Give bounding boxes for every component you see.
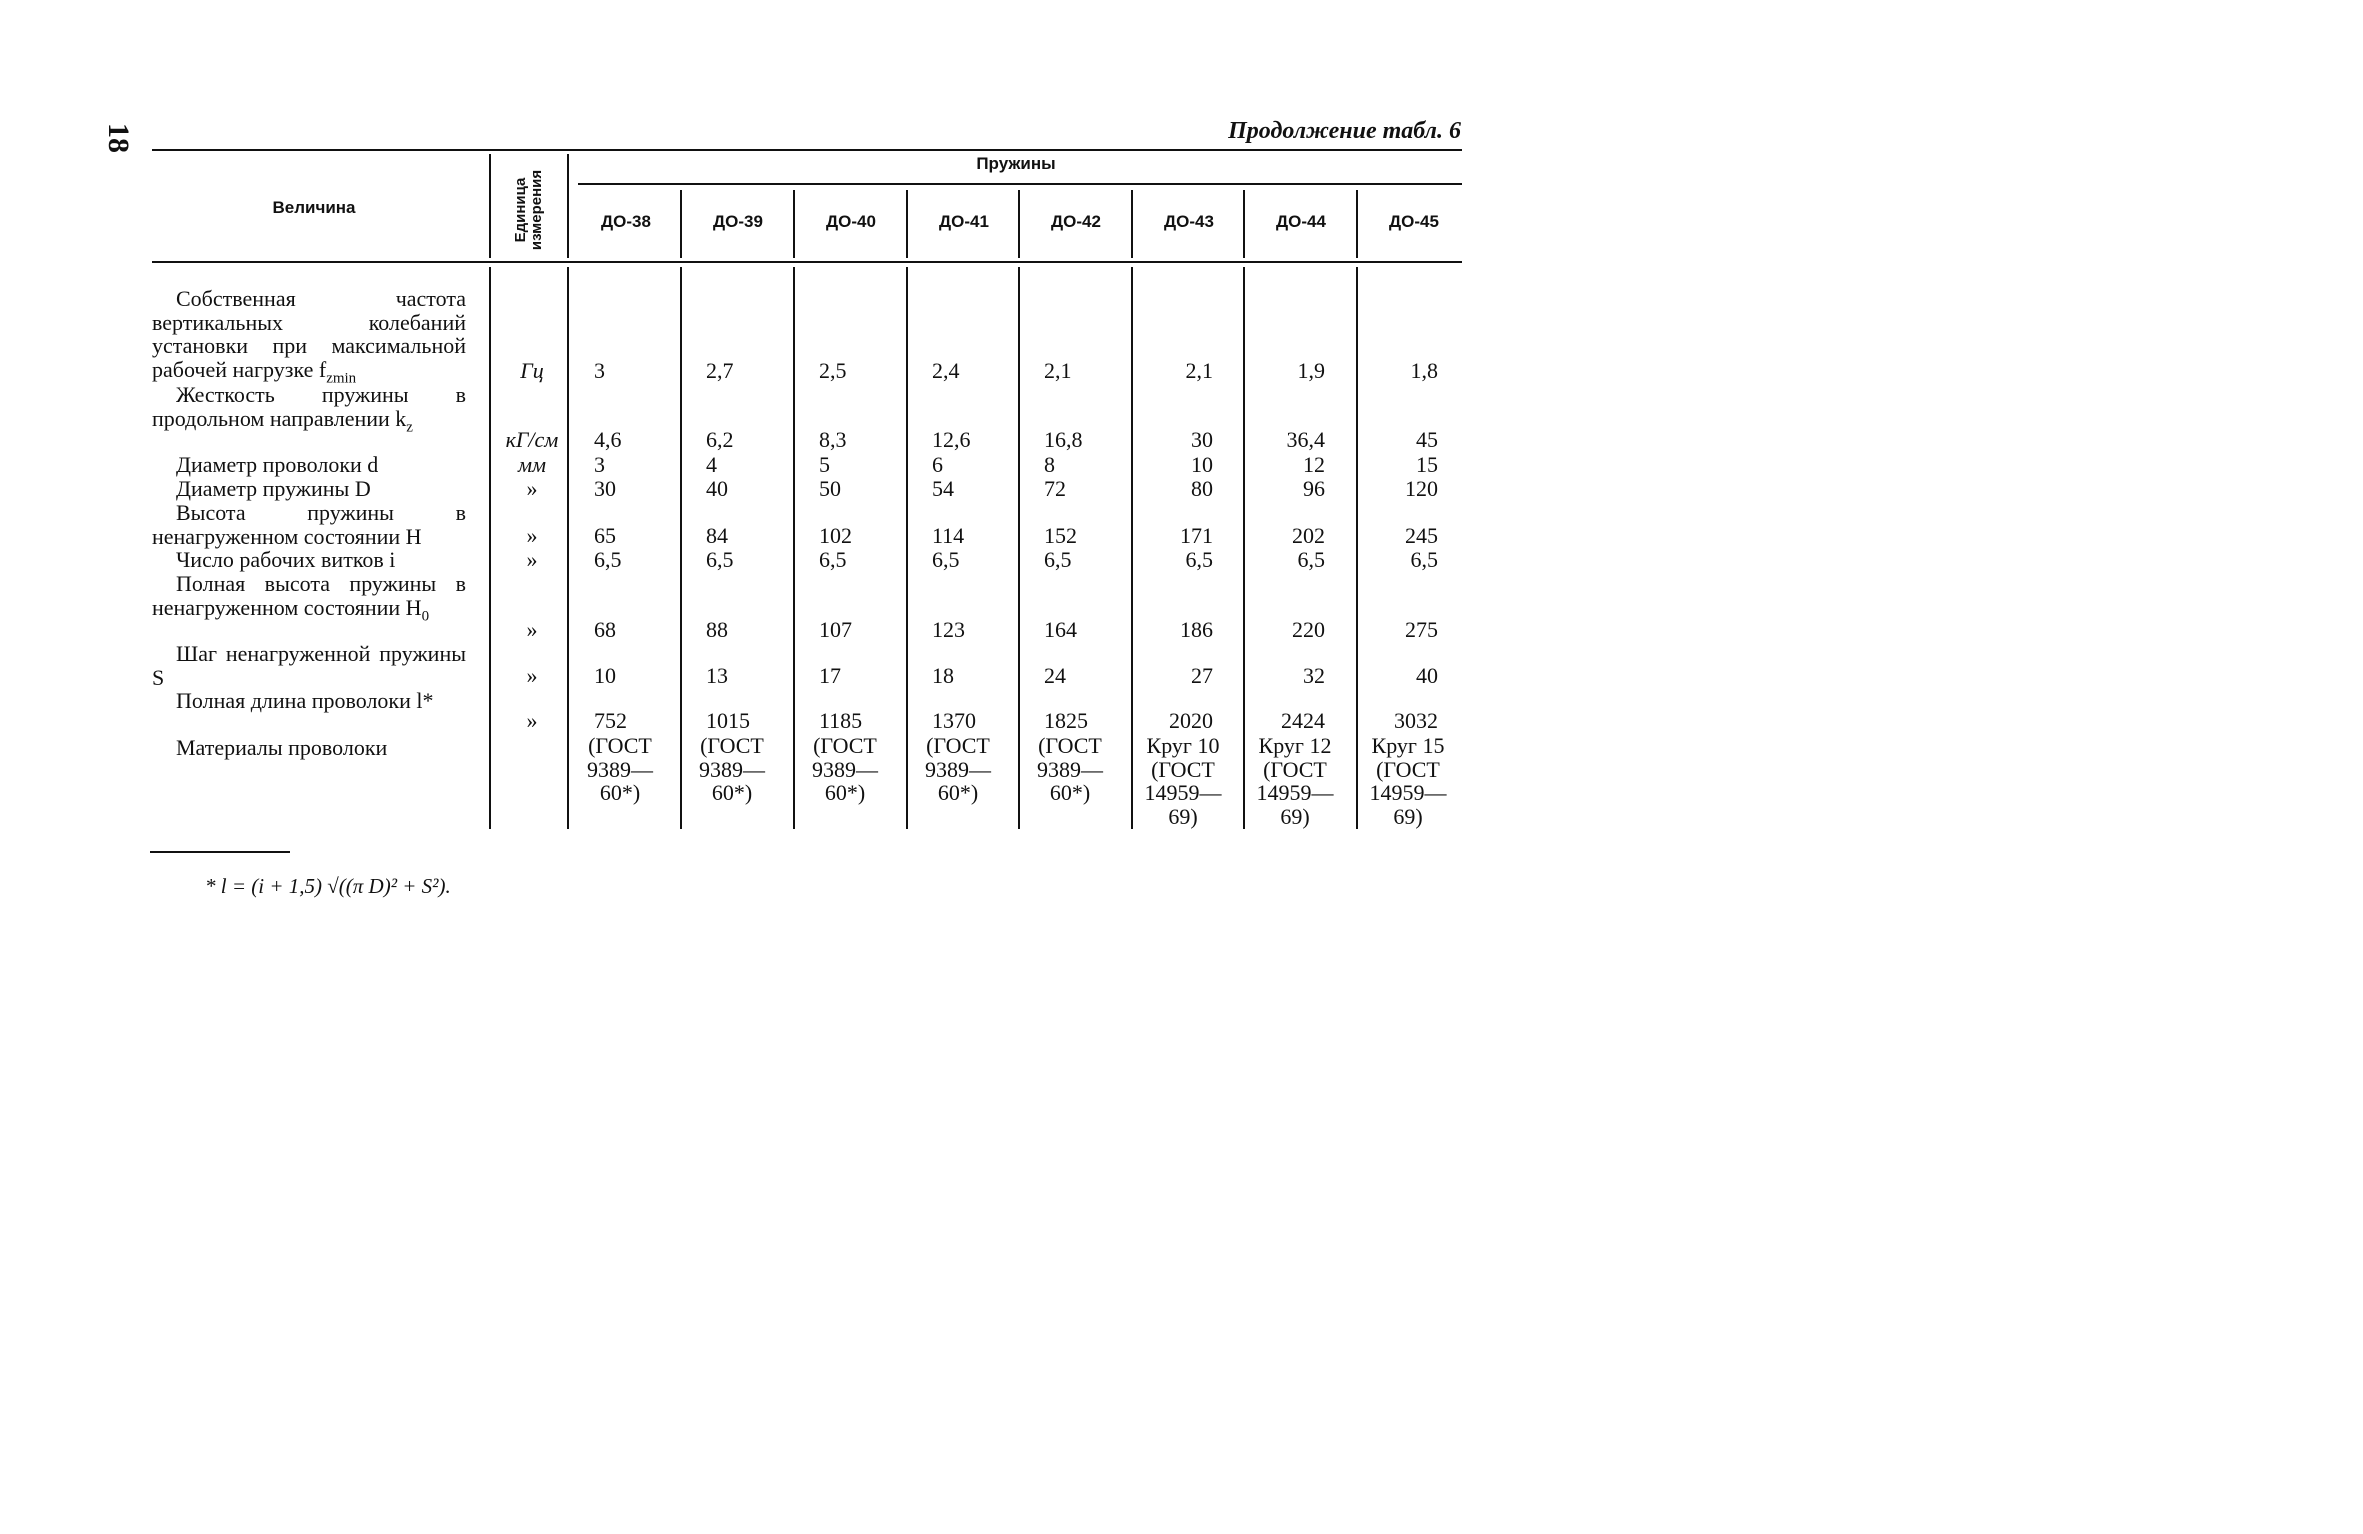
table-cell: 1015 xyxy=(706,708,750,733)
spring-model-header: ДО-44 xyxy=(1276,212,1326,231)
table-cell: 27 xyxy=(1191,663,1213,688)
table-cell: 3 xyxy=(594,452,605,477)
row-unit: » xyxy=(526,663,538,688)
table-cell: 15 xyxy=(1416,452,1438,477)
spring-model-header: ДО-43 xyxy=(1164,212,1214,231)
spring-model-header: ДО-39 xyxy=(713,212,763,231)
row-label: Собственная частота вертикальных колебаний установки при максимальной рабочей нагрузке $f_{zmin}$ xyxy=(152,286,466,386)
table-cell: 54 xyxy=(932,476,954,501)
unit-column-header xyxy=(496,160,562,260)
table-cell: 84 xyxy=(706,523,728,548)
row-label-subscript: zmin xyxy=(326,369,357,386)
row-label: Диаметр проволоки d xyxy=(176,452,379,477)
table-cell: (ГОСТ 9389— 60*) xyxy=(1037,733,1103,805)
springs-group-rule xyxy=(578,183,1462,185)
table-cell: 3032 xyxy=(1394,708,1438,733)
footnote-formula: * l = (i + 1,5) √((π D)² + S²). xyxy=(205,874,451,898)
table-cell: 1825 xyxy=(1044,708,1088,733)
spring-model-header: ДО-40 xyxy=(826,212,876,231)
table-cell: 40 xyxy=(706,476,728,501)
spring-model-header: ДО-45 xyxy=(1389,212,1439,231)
table-cell: 2,5 xyxy=(819,358,847,383)
table-cell: 16,8 xyxy=(1044,427,1083,452)
table-cell: 6,5 xyxy=(1410,547,1438,572)
table-cell: 6,5 xyxy=(706,547,734,572)
table-cell: 6,5 xyxy=(1185,547,1213,572)
table-cell: 6,5 xyxy=(1297,547,1325,572)
row-unit: мм xyxy=(517,452,547,477)
table-cell: 107 xyxy=(819,617,852,642)
table-cell: Круг 10 (ГОСТ 14959— 69) xyxy=(1144,733,1222,829)
table-cell: 8,3 xyxy=(819,427,847,452)
row-label: Жесткость пружины в продольном направлении $k_z$ xyxy=(152,382,466,435)
table-cell: 1,8 xyxy=(1410,358,1438,383)
table-cell: 17 xyxy=(819,663,841,688)
table-cell: 96 xyxy=(1303,476,1325,501)
table-cell: 1370 xyxy=(932,708,976,733)
page-number: 18 xyxy=(102,123,135,153)
row-unit: » xyxy=(526,523,538,548)
unit-header-line1: Единица xyxy=(512,177,529,243)
table-cell: 2,1 xyxy=(1185,358,1213,383)
table-cell: 152 xyxy=(1044,523,1077,548)
table-cell: 171 xyxy=(1180,523,1213,548)
table-cell: 164 xyxy=(1044,617,1077,642)
row-unit: » xyxy=(526,547,538,572)
table-cell: 5 xyxy=(819,452,830,477)
spring-model-header: ДО-41 xyxy=(939,212,989,231)
table-cell: 1,9 xyxy=(1297,358,1325,383)
table-cell: 65 xyxy=(594,523,616,548)
table-cell: (ГОСТ 9389— 60*) xyxy=(812,733,878,805)
row-label: Диаметр пружины D xyxy=(176,476,371,501)
table-cell: (ГОСТ 9389— 60*) xyxy=(699,733,765,805)
row-label: Материалы проволоки xyxy=(176,735,388,760)
table-cell: 12 xyxy=(1303,452,1325,477)
table-cell: 12,6 xyxy=(932,427,971,452)
column-rule xyxy=(489,154,491,258)
table-cell: 6,5 xyxy=(819,547,847,572)
column-rule xyxy=(489,267,491,829)
row-label-subscript: z xyxy=(406,418,413,435)
table-cell: 10 xyxy=(1191,452,1213,477)
table-cell: 40 xyxy=(1416,663,1438,688)
table-cell: 2,1 xyxy=(1044,358,1072,383)
table-cell: 10 xyxy=(594,663,616,688)
row-label: Число рабочих витков i xyxy=(176,547,396,572)
table-cell: 68 xyxy=(594,617,616,642)
table-cell: Круг 15 (ГОСТ 14959— 69) xyxy=(1369,733,1447,829)
header-bottom-rule xyxy=(152,261,1462,263)
table-cell: 13 xyxy=(706,663,728,688)
table-cell: 88 xyxy=(706,617,728,642)
table-cell: 6,5 xyxy=(1044,547,1072,572)
table-cell: 4 xyxy=(706,452,717,477)
table-continuation-caption: Продолжение табл. 6 xyxy=(1228,118,1461,144)
row-label: Высота пружины в ненагруженном состоянии H xyxy=(152,500,466,549)
table-cell: 245 xyxy=(1405,523,1438,548)
table-cell: 6,2 xyxy=(706,427,734,452)
table-top-rule xyxy=(152,149,1462,151)
table-cell: 1185 xyxy=(819,708,863,733)
table-cell: 4,6 xyxy=(594,427,622,452)
spring-model-header: ДО-38 xyxy=(601,212,651,231)
table-cell: 3 xyxy=(594,358,605,383)
table-cell: 275 xyxy=(1405,617,1438,642)
row-unit: » xyxy=(526,708,538,733)
table-cell: 2,7 xyxy=(706,358,734,383)
table-cell: 2020 xyxy=(1169,708,1213,733)
table-cell: 120 xyxy=(1405,476,1438,501)
table-cell: 6,5 xyxy=(594,547,622,572)
table-cell: 6,5 xyxy=(932,547,960,572)
table-cell: 186 xyxy=(1180,617,1213,642)
table-cell: 752 xyxy=(594,708,627,733)
table-cell: 30 xyxy=(594,476,616,501)
table-cell: Круг 12 (ГОСТ 14959— 69) xyxy=(1256,733,1334,829)
table-cell: 8 xyxy=(1044,452,1055,477)
column-rule xyxy=(567,154,569,258)
row-unit: » xyxy=(526,476,538,501)
table-cell: 220 xyxy=(1292,617,1325,642)
unit-header-line2: измерения xyxy=(528,169,545,251)
table-cell: 24 xyxy=(1044,663,1066,688)
spring-model-header: ДО-42 xyxy=(1051,212,1101,231)
table-cell: 36,4 xyxy=(1286,427,1325,452)
table-cell: 114 xyxy=(932,523,965,548)
row-label: Полная длина проволоки l* xyxy=(176,688,434,713)
row-unit: кГ/см xyxy=(505,427,559,452)
table-cell: 2,4 xyxy=(932,358,960,383)
row-label-subscript: 0 xyxy=(421,607,430,624)
row-unit: Гц xyxy=(520,358,544,383)
table-cell: 45 xyxy=(1416,427,1438,452)
table-cell: 202 xyxy=(1292,523,1325,548)
table-cell: 72 xyxy=(1044,476,1066,501)
table-cell: 30 xyxy=(1191,427,1213,452)
row-label: Полная высота пружины в ненагруженном состоянии $H_0$ xyxy=(152,571,466,624)
quantity-column-header: Величина xyxy=(272,198,356,217)
table-cell: 2424 xyxy=(1281,708,1325,733)
table-cell: 80 xyxy=(1191,476,1213,501)
table-cell: 18 xyxy=(932,663,954,688)
table-cell: 102 xyxy=(819,523,852,548)
footnote-rule xyxy=(150,851,290,853)
springs-group-header: Пружины xyxy=(976,154,1056,173)
table-cell: (ГОСТ 9389— 60*) xyxy=(587,733,653,805)
table-cell: 123 xyxy=(932,617,965,642)
table-cell: 32 xyxy=(1303,663,1325,688)
row-unit: » xyxy=(526,617,538,642)
table-cell: (ГОСТ 9389— 60*) xyxy=(925,733,991,805)
row-label: Шаг ненагруженной пружины S xyxy=(152,641,466,690)
table-cell: 6 xyxy=(932,452,943,477)
table-cell: 50 xyxy=(819,476,841,501)
